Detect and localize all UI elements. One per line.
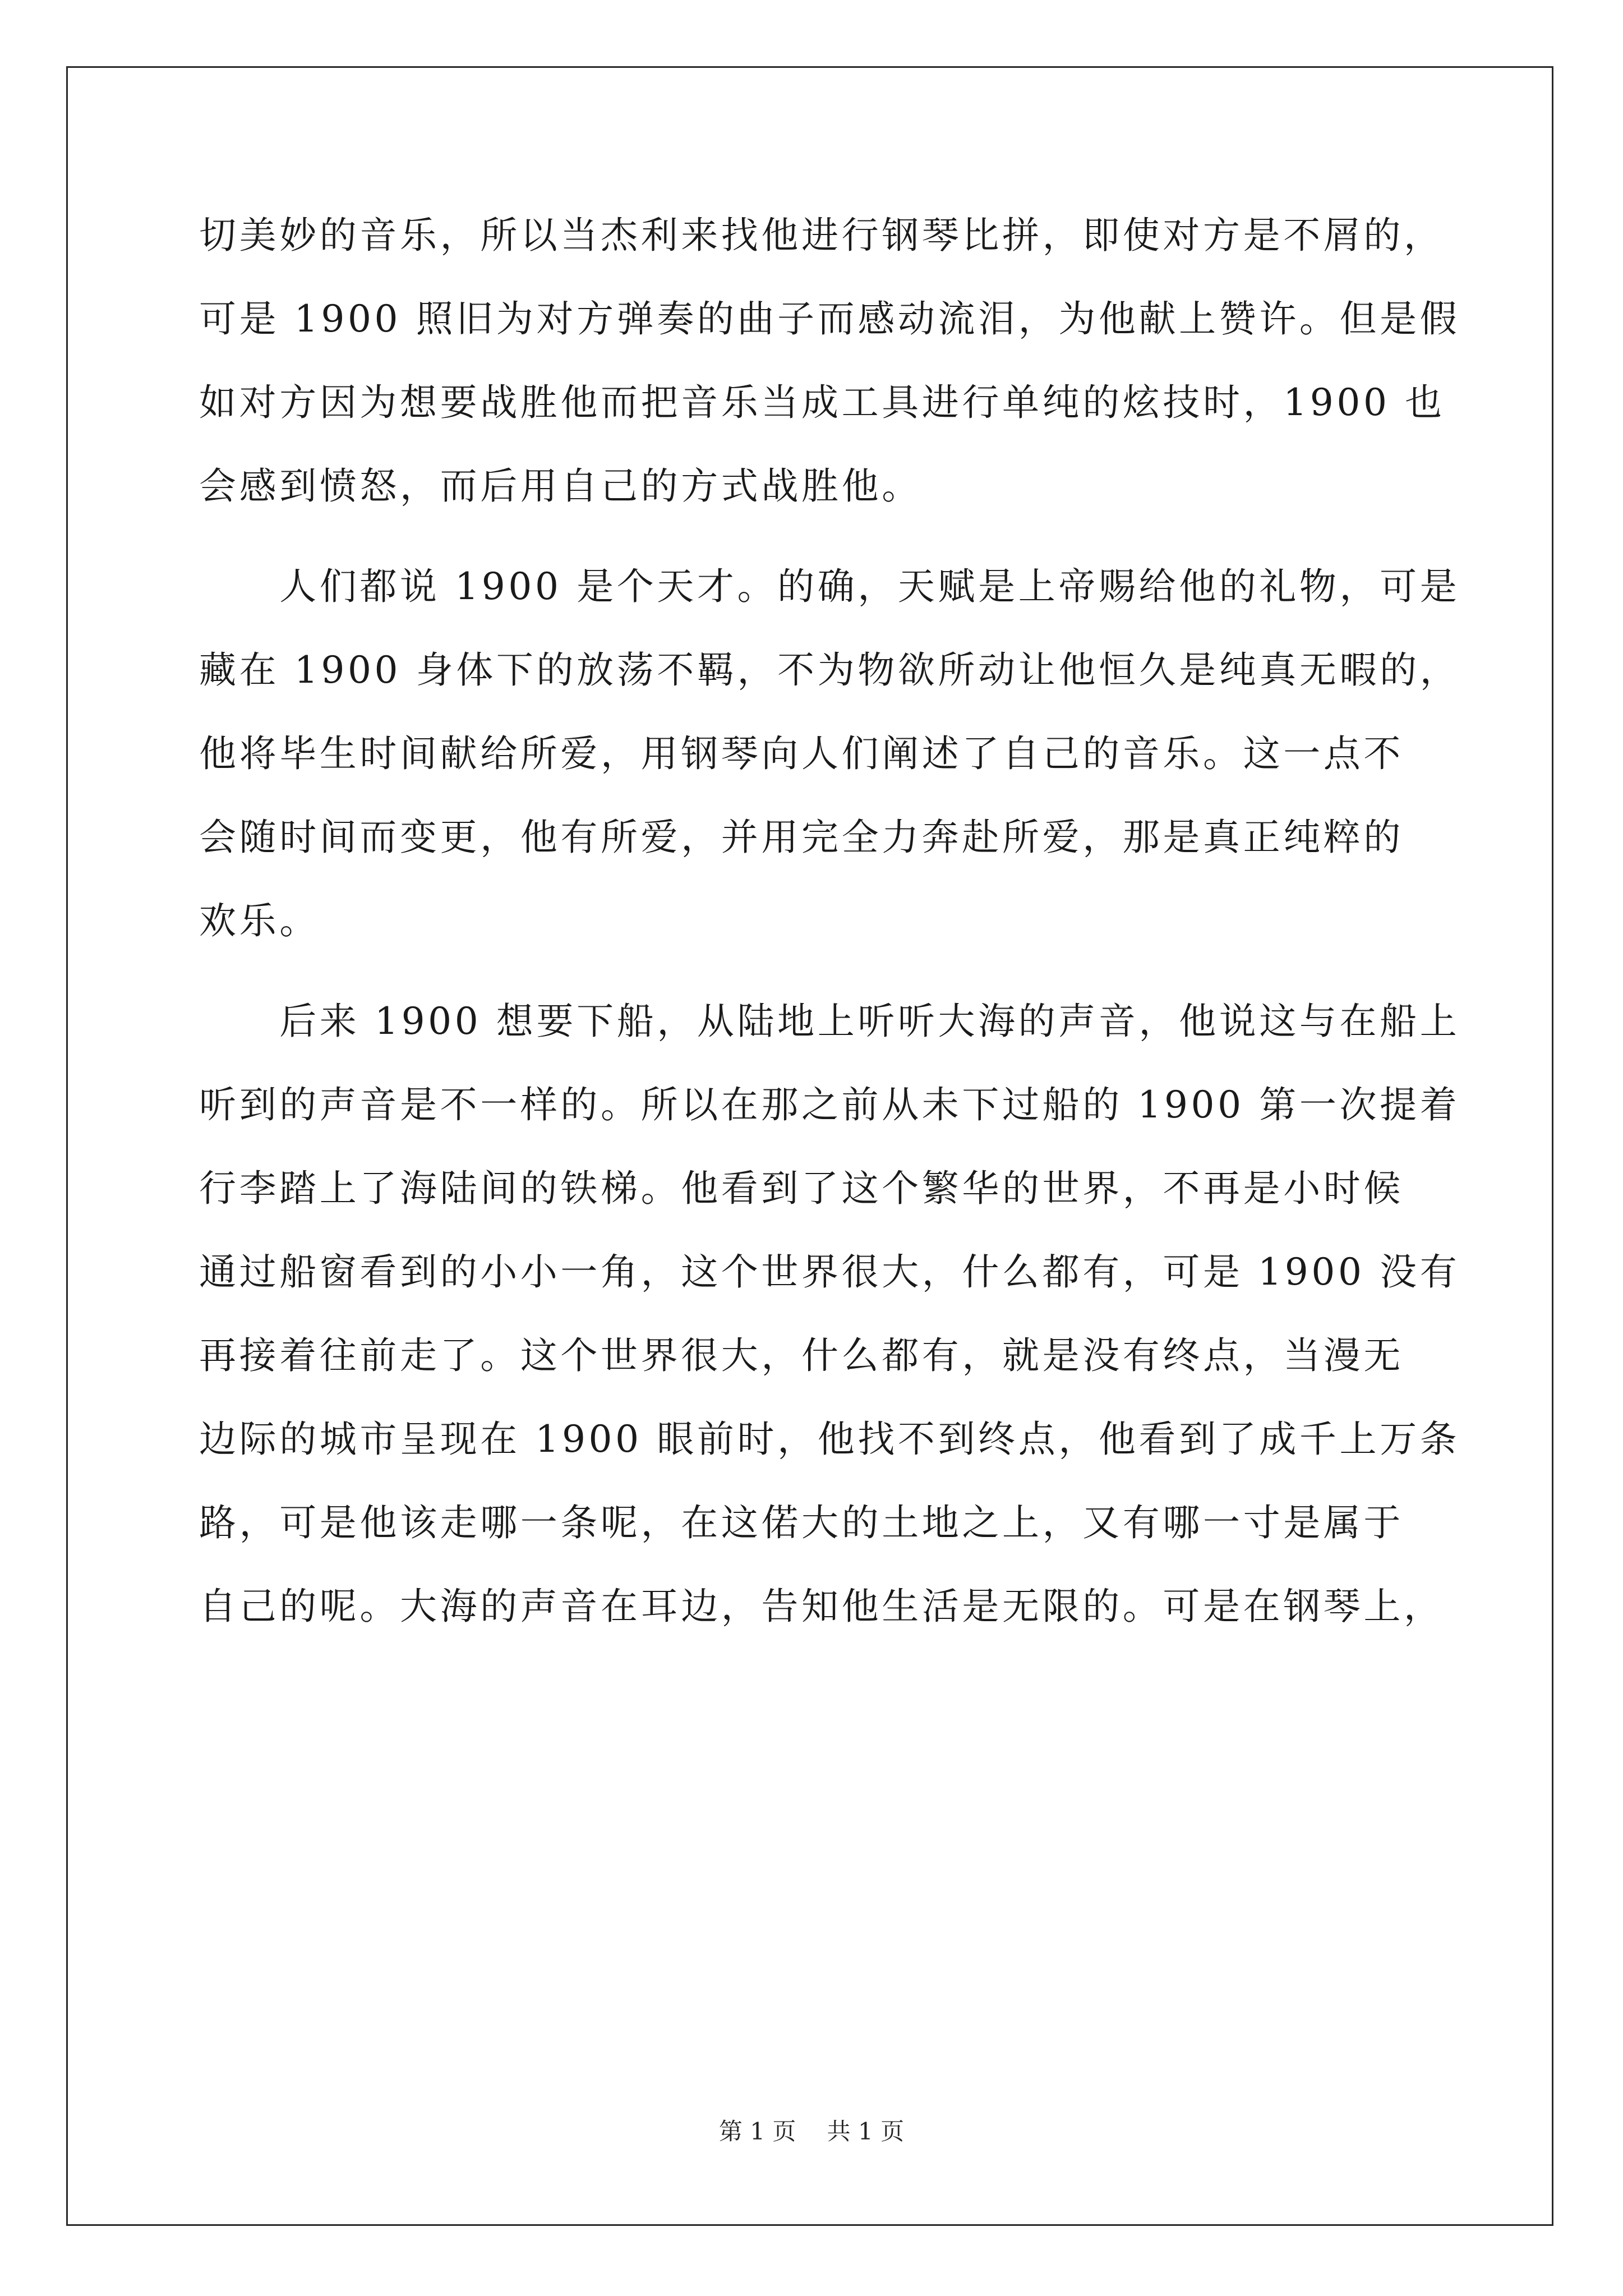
text-line: 通过船窗看到的小小一角，这个世界很大，什么都有，可是 1900 没有: [199, 1250, 1460, 1294]
text-line: 切美妙的音乐，所以当杰利来找他进行钢琴比拼，即使对方是不屑的，: [199, 214, 1444, 257]
text-line: 听到的声音是不一样的。所以在那之前从未下过船的 1900 第一次提着: [199, 1083, 1460, 1126]
text-line: 行李踏上了海陆间的铁梯。他看到了这个繁华的世界，不再是小时候: [199, 1167, 1404, 1210]
page-footer: 第 1 页 共 1 页: [718, 2118, 905, 2145]
text-line: 路，可是他该走哪一条呢，在这偌大的土地之上，又有哪一寸是属于: [199, 1501, 1404, 1544]
text-line: 边际的城市呈现在 1900 眼前时，他找不到终点，他看到了成千上万条: [199, 1418, 1460, 1461]
text-line: 会感到愤怒，而后用自己的方式战胜他。: [199, 464, 922, 508]
text-line: 如对方因为想要战胜他而把音乐当成工具进行单纯的炫技时，1900 也: [199, 381, 1445, 424]
text-line: 可是 1900 照旧为对方弹奏的曲子而感动流泪，为他献上赞许。但是假: [199, 297, 1460, 341]
text-line: 会随时间而变更，他有所爱，并用完全力奔赴所爱，那是真正纯粹的: [199, 816, 1404, 859]
text-line: 人们都说 1900 是个天才。的确，天赋是上帝赐给他的礼物，可是: [199, 565, 1460, 608]
text-line: 欢乐。: [199, 899, 320, 942]
text-line: 自己的呢。大海的声音在耳边，告知他生活是无限的。可是在钢琴上，: [199, 1585, 1444, 1628]
text-line: 他将毕生时间献给所爱，用钢琴向人们阐述了自己的音乐。这一点不: [199, 732, 1404, 775]
text-line: 再接着往前走了。这个世界很大，什么都有，就是没有终点，当漫无: [199, 1334, 1404, 1377]
text-line: 藏在 1900 身体下的放荡不羁，不为物欲所动让他恒久是纯真无暇的，: [199, 648, 1460, 692]
text-line: 后来 1900 想要下船，从陆地上听听大海的声音，他说这与在船上: [199, 1000, 1460, 1043]
